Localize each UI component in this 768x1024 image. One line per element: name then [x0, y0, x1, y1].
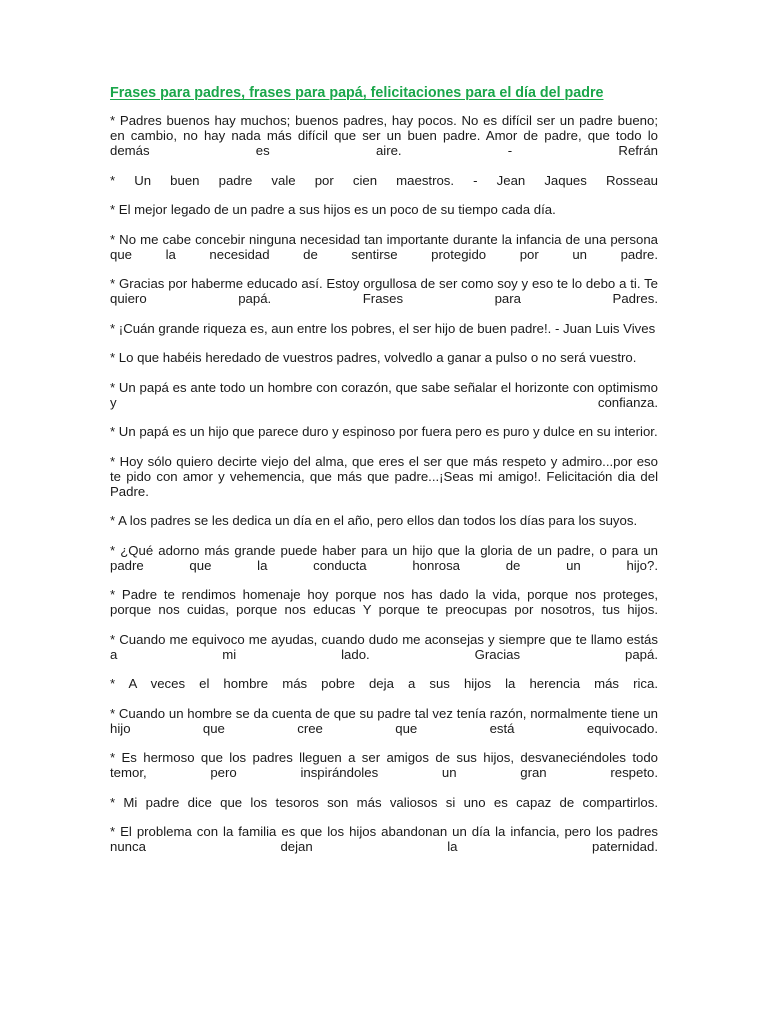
quote-paragraph: * Un papá es un hijo que parece duro y espinoso por fuera pero es puro y dulce en su interior.	[110, 424, 658, 439]
document-page	[110, 84, 658, 869]
quote-paragraph: * Un papá es ante todo un hombre con corazón, que sabe señalar el horizonte con optimismo y confianza.	[110, 379, 658, 410]
quote-paragraph: * A veces el hombre más pobre deja a sus hijos la herencia más rica.	[110, 676, 658, 691]
quote-paragraph: * ¿Qué adorno más grande puede haber para un hijo que la gloria de un padre, o para un padre que la conducta honrosa de un hijo?.	[110, 542, 658, 573]
quote-paragraph: * A los padres se les dedica un día en el año, pero ellos dan todos los días para los suyos.	[110, 513, 638, 528]
quote-paragraph: * Hoy sólo quiero decirte viejo del alma, que eres el ser que más respeto y admiro...por eso te pido con amor y vehemencia, que más que padre...¡Seas mi amigo!. Felicitación dia del Padre.	[110, 453, 658, 499]
quote-paragraph: * Es hermoso que los padres lleguen a ser amigos de sus hijos, desvaneciéndoles todo temor, pero inspirándoles un gran respeto.	[110, 750, 658, 780]
quote-paragraph: * El mejor legado de un padre a sus hijos es un poco de su tiempo cada día.	[110, 202, 556, 217]
quote-paragraph: * Padres buenos hay muchos; buenos padres, hay pocos. No es difícil ser un padre bueno; en cambio, no hay nada más difícil que ser un buen padre. Amor de padre, que todo lo demás es aire. - Refrán	[110, 113, 658, 158]
quote-paragraph: * Gracias por haberme educado así. Estoy orgullosa de ser como soy y eso te lo debo a ti. Te quiero papá. Frases para Padres.	[110, 276, 658, 306]
quote-paragraph: * Cuando un hombre se da cuenta de que su padre tal vez tenía razón, normalmente tiene un hijo que cree que está equivocado.	[110, 705, 658, 736]
quote-paragraph: * ¡Cuán grande riqueza es, aun entre los pobres, el ser hijo de buen padre!. - Juan Luis Vives	[110, 320, 656, 336]
document-title-link[interactable]: Frases para padres, frases para papá, felicitaciones para el día del padre	[110, 85, 604, 101]
quote-paragraph: * Cuando me equivoco me ayudas, cuando dudo me aconsejas y siempre que te llamo estás a mi lado. Gracias papá.	[110, 631, 658, 662]
quote-paragraph: * Padre te rendimos homenaje hoy porque nos has dado la vida, porque nos proteges, porque nos cuidas, porque nos educas Y porque te preocupas por nosotros, tus hijos.	[110, 587, 658, 617]
quotes-list	[110, 113, 658, 854]
quote-paragraph: * No me cabe concebir ninguna necesidad tan importante durante la infancia de una persona que la necesidad de sentirse protegido por un padre.	[110, 231, 658, 262]
quote-paragraph: * Mi padre dice que los tesoros son más valiosos si uno es capaz de compartirlos.	[110, 794, 658, 810]
quote-paragraph: * El problema con la familia es que los hijos abandonan un día la infancia, pero los padres nunca dejan la paternidad.	[110, 824, 658, 854]
quote-paragraph: * Lo que habéis heredado de vuestros padres, volvedlo a ganar a pulso o no será vuestro.	[110, 350, 637, 365]
quote-paragraph: * Un buen padre vale por cien maestros. - Jean Jaques Rosseau	[110, 172, 658, 188]
